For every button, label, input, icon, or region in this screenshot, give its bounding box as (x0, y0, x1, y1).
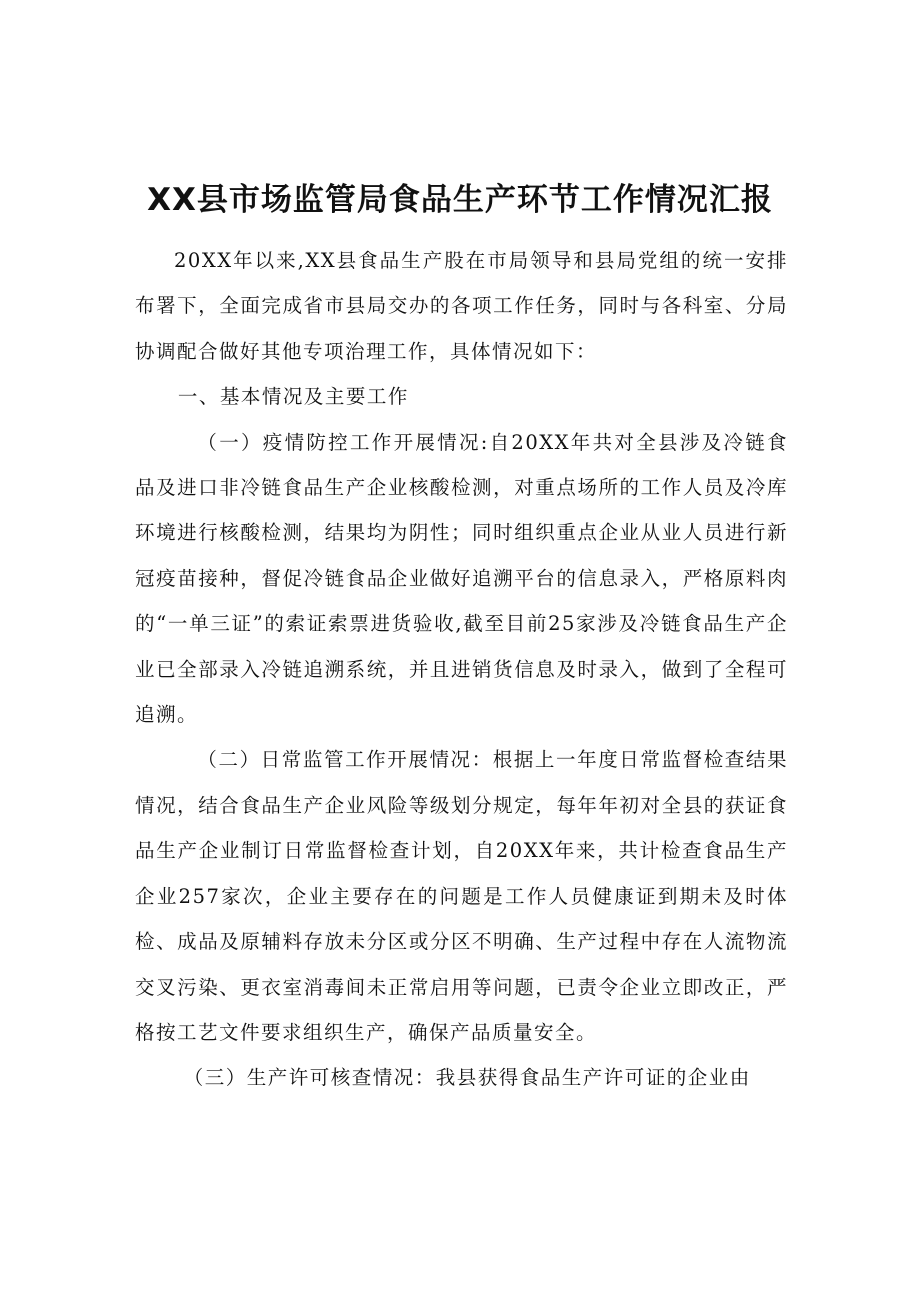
document-body (135, 238, 788, 1101)
paragraph-production-license: （三）生产许可核查情况：我县获得食品生产许可证的企业由 (183, 1066, 751, 1090)
document-title: XX县市场监管局食品生产环节工作情况汇报 (147, 182, 773, 218)
paragraph-daily-supervision: （二）日常监管工作开展情况：根据上一年度日常监督检查结果情况，结合食品生产企业风险等级划分规定，每年年初对全县的获证食品生产企业制订日常监督检查计划，自20XX年来，共计检查食品生产企业257家次，企业主要存在的问题是工作人员健康证到期未及时体检、成品及原辅料存放未分区或分区不明确、生产过程中存在人流物流交叉污染、更衣室消毒间未正常启用等问题，已责令企业立即改正，严格按工艺文件要求组织生产，确保产品质量安全。 (135, 748, 788, 1044)
section-heading-basic-situation: 一、基本情况及主要工作 (177, 385, 409, 409)
intro-paragraph: 20XX年以来,XX县食品生产股在市局领导和县局党组的统一安排布署下，全面完成省市县局交办的各项工作任务，同时与各科室、分局协调配合做好其他专项治理工作，具体情况如下： (135, 249, 788, 363)
paragraph-epidemic-control: （一）疫情防控工作开展情况:自20XX年共对全县涉及冷链食品及进口非冷链食品生产企业核酸检测，对重点场所的工作人员及冷库环境进行核酸检测，结果均为阴性；同时组织重点企业从业人员进行新冠疫苗接种，督促冷链食品企业做好追溯平台的信息录入，严格原料肉的“一单三证”的索证索票进货验收,截至目前25家涉及冷链食品生产企业已全部录入冷链追溯系统，并且进销货信息及时录入，做到了全程可追溯。 (135, 430, 788, 727)
